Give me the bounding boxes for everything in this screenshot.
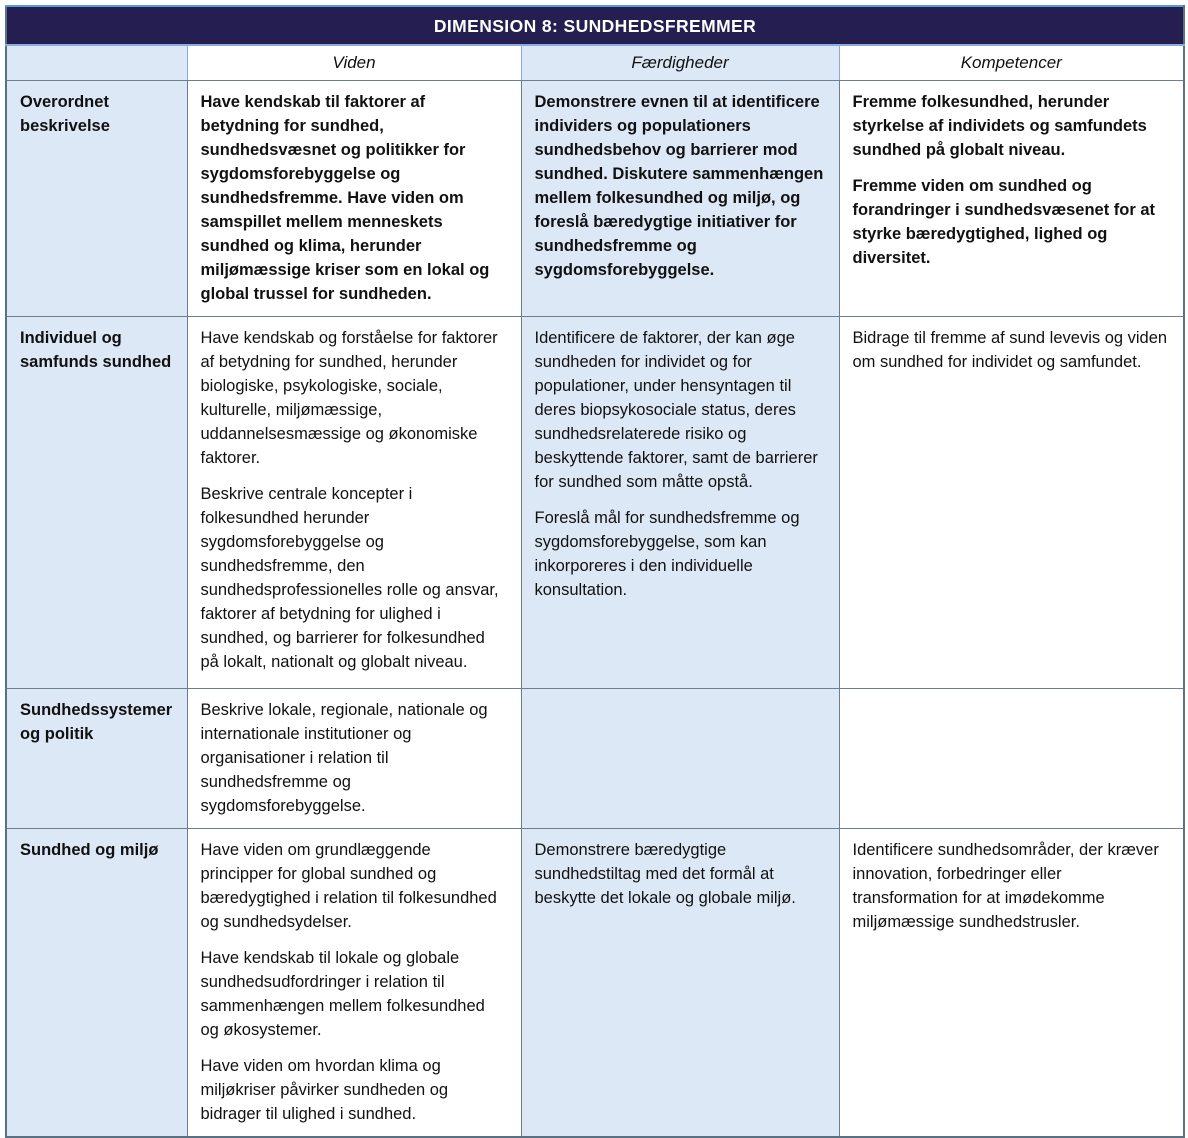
cell-viden: Have viden om grundlæggende principper for global sundhed og bæredygtighed i relation til folkesundhed og sundhedsydelser. Have kendskab til lokale og globale sundhedsudfordringer i relation til sammenhængen mellem folkesundhed og økosystemer. Have viden om hvordan klima og miljøkriser påvirker sundheden og bidrager til ulighed i sundhed. [187, 828, 521, 1137]
cell-viden: Have kendskab og forståelse for faktorer af betydning for sundhed, herunder biologiske, psykologiske, sociale, kulturelle, miljømæssige, uddannelsesmæssige og økonomiske faktorer. Beskrive centrale koncepter i folkesundhed herunder sygdomsforebyggelse og sundhedsfremme, den sundhedsprofessionelles rolle og ansvar, faktorer af betydning for ulighed i sundhed, og barrierer for folkesundhed på lokalt, nationalt og globalt niveau. [187, 316, 521, 688]
column-header-row [6, 45, 1184, 80]
row-header: Overordnet beskrivelse [6, 80, 187, 316]
cell-faerdigheder: Identificere de faktorer, der kan øge sundheden for individet og for populationer, under hensyntagen til deres biopsykosociale status, deres sundhedsrelaterede risiko og beskyttende faktorer, samt de barrierer for sundhed som måtte opstå. Foreslå mål for sundhedsfremme og sygdomsforebyggelse, som kan inkorporeres i den individuelle konsultation. [521, 316, 839, 688]
competency-matrix-table [5, 5, 1185, 1138]
table-title: DIMENSION 8: SUNDHEDSFREMMER [6, 6, 1184, 45]
corner-cell [6, 45, 187, 80]
table-row-sundhedssystemer-og-politik [6, 688, 1184, 828]
column-header-viden: Viden [187, 45, 521, 80]
cell-faerdigheder [521, 688, 839, 828]
column-header-faerdigheder: Færdigheder [521, 45, 839, 80]
table-title-row [6, 6, 1184, 45]
table-row-overordnet-beskrivelse [6, 80, 1184, 316]
row-header: Sundhedssystemer og politik [6, 688, 187, 828]
cell-faerdigheder: Demonstrere bæredygtige sundhedstiltag med det formål at beskytte det lokale og globale miljø. [521, 828, 839, 1137]
row-header: Individuel og samfunds sundhed [6, 316, 187, 688]
table-row-individuel-og-samfunds-sundhed [6, 316, 1184, 688]
cell-viden: Have kendskab til faktorer af betydning for sundhed, sundhedsvæsnet og politikker for sygdomsforebyggelse og sundhedsfremme. Have viden om samspillet mellem menneskets sundhed og klima, herunder miljømæssige kriser som en lokal og global trussel for sundheden. [187, 80, 521, 316]
cell-kompetencer: Identificere sundhedsområder, der kræver innovation, forbedringer eller transformation for at imødekomme miljømæssige sundhedstrusler. [839, 828, 1184, 1137]
cell-viden: Beskrive lokale, regionale, nationale og internationale institutioner og organisationer i relation til sundhedsfremme og sygdomsforebyggelse. [187, 688, 521, 828]
cell-kompetencer: Bidrage til fremme af sund levevis og viden om sundhed for individet og samfundet. [839, 316, 1184, 688]
row-header: Sundhed og miljø [6, 828, 187, 1137]
cell-faerdigheder: Demonstrere evnen til at identificere individers og populationers sundhedsbehov og barrierer mod sundhed. Diskutere sammenhængen mellem folkesundhed og miljø, og foreslå bæredygtige initiativer for sundhedsfremme og sygdomsforebyggelse. [521, 80, 839, 316]
cell-kompetencer [839, 688, 1184, 828]
column-header-kompetencer: Kompetencer [839, 45, 1184, 80]
table-row-sundhed-og-miljoe [6, 828, 1184, 1137]
cell-kompetencer: Fremme folkesundhed, herunder styrkelse af individets og samfundets sundhed på globalt niveau. Fremme viden om sundhed og forandringer i sundhedsvæsenet for at styrke bæredygtighed, lighed og diversitet. [839, 80, 1184, 316]
